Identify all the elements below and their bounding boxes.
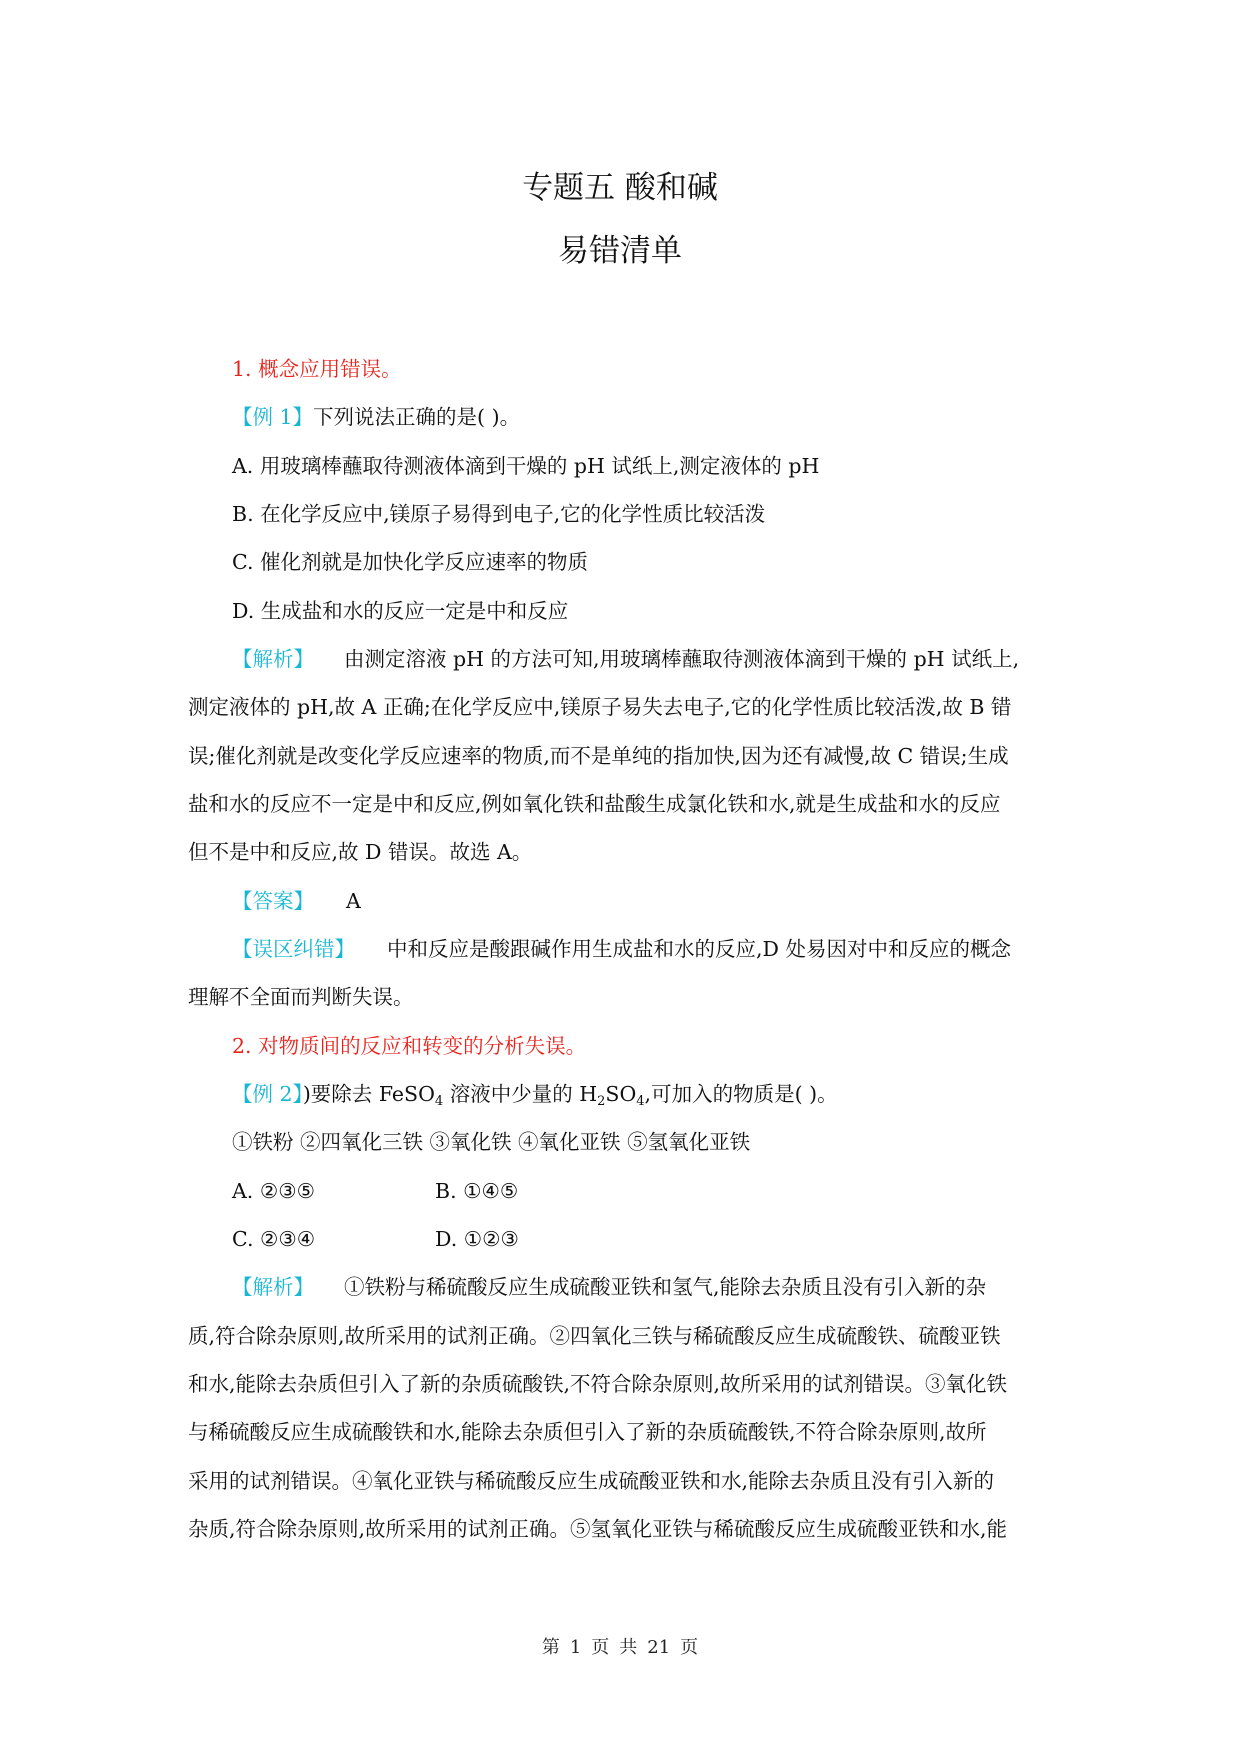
analysis-text: 由测定溶液 pH 的方法可知,用玻璃棒蘸取待测液体滴到干燥的 pH 试纸上, (344, 647, 1020, 671)
footer-di: 第 (541, 1637, 560, 1658)
analysis-tag: 【解析】 (232, 647, 314, 671)
subscript: 4 (434, 1094, 444, 1109)
correction-1-line-1 (232, 935, 1011, 963)
analysis-2-line-1 (232, 1273, 986, 1301)
subscript: 4 (636, 1094, 645, 1109)
question-part: )要除去 FeSO (302, 1082, 435, 1106)
footer-total-pages: 21 (647, 1637, 671, 1658)
section-heading-1: 1. 概念应用错误。 (232, 357, 402, 381)
question-part: SO (605, 1082, 637, 1106)
analysis-1-line-3: 误;催化剂就是改变化学反应速率的物质,而不是单纯的指加快,因为还有减慢,故 C 错误;生成 (188, 744, 1009, 768)
option-d: D. 生成盐和水的反应一定是中和反应 (232, 599, 569, 623)
analysis-1-line-5: 但不是中和反应,故 D 错误。故选 A。 (188, 840, 533, 864)
option-b: B. ①④⑤ (435, 1179, 519, 1203)
footer-ye2: 页 (680, 1637, 699, 1658)
example-tag: 【例 2】 (232, 1082, 303, 1106)
option-d: D. ①②③ (435, 1227, 519, 1251)
answer-tag: 【答案】 (232, 889, 314, 913)
correction-text: 中和反应是酸跟碱作用生成盐和水的反应,D 处易因对中和反应的概念 (387, 937, 1011, 961)
analysis-1-line-4: 盐和水的反应不一定是中和反应,例如氧化铁和盐酸生成氯化铁和水,就是生成盐和水的反应 (188, 792, 1001, 816)
analysis-2-line-4: 与稀硫酸反应生成硫酸铁和水,能除去杂质但引入了新的杂质硫酸铁,不符合除杂原则,故所 (188, 1420, 987, 1444)
analysis-2-line-5: 采用的试剂错误。④氧化亚铁与稀硫酸反应生成硫酸亚铁和水,能除去杂质且没有引入新的 (188, 1469, 995, 1493)
question-text: 下列说法正确的是( )。 (313, 405, 521, 429)
option-c: C. 催化剂就是加快化学反应速率的物质 (232, 550, 588, 574)
example-1-question (232, 403, 520, 431)
analysis-1-line-1 (232, 645, 1019, 673)
example-2-question (232, 1080, 838, 1108)
answer-value: A (346, 889, 361, 913)
section-heading-2: 2. 对物质间的反应和转变的分析失误。 (232, 1034, 587, 1058)
page-subtitle: 易错清单 (558, 233, 682, 269)
analysis-2-line-3: 和水,能除去杂质但引入了新的杂质硫酸铁,不符合除杂原则,故所采用的试剂错误。③氧化铁 (188, 1372, 1008, 1396)
analysis-tag: 【解析】 (232, 1275, 314, 1299)
subscript: 2 (597, 1094, 606, 1109)
correction-tag: 【误区纠错】 (232, 937, 355, 961)
option-a: A. ②③⑤ (232, 1179, 315, 1203)
analysis-1-line-2: 测定液体的 pH,故 A 正确;在化学反应中,镁原子易失去电子,它的化学性质比较活泼,故 B 错 (188, 695, 1012, 719)
analysis-2-line-2: 质,符合除杂原则,故所采用的试剂正确。②四氧化三铁与稀硫酸反应生成硫酸铁、硫酸亚铁 (188, 1324, 1001, 1348)
page-title: 专题五 酸和碱 (522, 170, 718, 206)
footer-gong: 共 (619, 1637, 638, 1658)
analysis-text: ①铁粉与稀硫酸反应生成硫酸亚铁和氢气,能除去杂质且没有引入新的杂 (344, 1275, 987, 1299)
answer-1 (232, 887, 361, 915)
option-b: B. 在化学反应中,镁原子易得到电子,它的化学性质比较活泼 (232, 502, 766, 526)
correction-1-line-2: 理解不全面而判断失误。 (188, 985, 414, 1009)
analysis-2-line-6: 杂质,符合除杂原则,故所采用的试剂正确。⑤氢氧化亚铁与稀硫酸反应生成硫酸亚铁和水,能 (188, 1517, 1008, 1541)
option-c: C. ②③④ (232, 1227, 316, 1251)
option-a: A. 用玻璃棒蘸取待测液体滴到干燥的 pH 试纸上,测定液体的 pH (232, 454, 820, 478)
footer-page-number: 1 (569, 1637, 582, 1658)
example-2-items: ①铁粉 ②四氧化三铁 ③氧化铁 ④氧化亚铁 ⑤氢氧化亚铁 (232, 1130, 751, 1154)
page-footer (0, 1633, 1240, 1659)
question-part: ,可加入的物质是( )。 (644, 1082, 838, 1106)
question-part: 溶液中少量的 H (443, 1082, 598, 1106)
footer-ye: 页 (591, 1637, 610, 1658)
example-tag: 【例 1】 (232, 405, 314, 429)
